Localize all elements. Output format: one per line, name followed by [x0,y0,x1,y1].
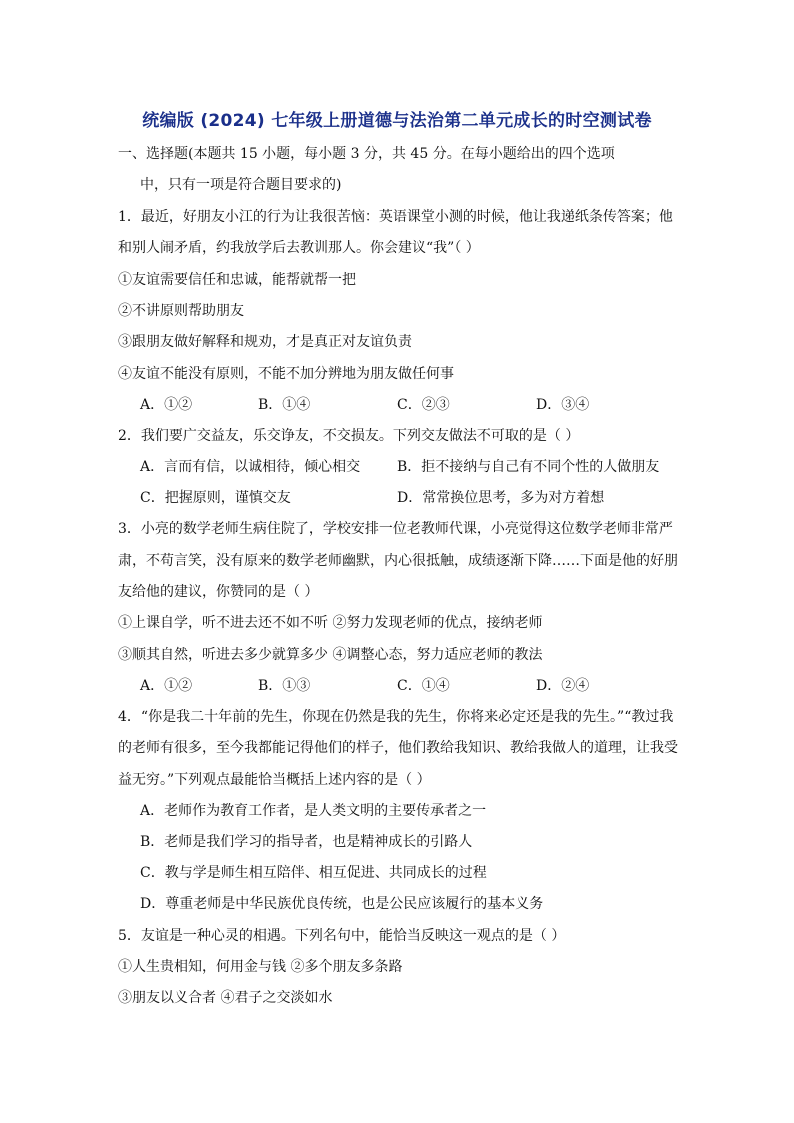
q3-stem-line3: 友给他的建议，你赞同的是（ ） [118,584,319,600]
q1-stem-line2: 和别人闹矛盾，约我放学后去教训那人。你会建议“我”（ ） [118,240,480,256]
q3-option-c[interactable]: C．①④ [397,678,450,694]
q5-items-line2: ③朋友以义合者 ④君子之交淡如水 [118,990,333,1006]
section-heading-line1: 一、选择题(本题共 15 小题，每小题 3 分，共 45 分。在每小题给出的四个选项 [118,146,615,162]
q4-option-d[interactable]: D．尊重老师是中华民族优良传统，也是公民应该履行的基本义务 [140,896,544,912]
exam-title: 统编版 (2024) 七年级上册道德与法治第二单元成长的时空测试卷 [142,111,652,131]
q1-option-c[interactable]: C．②③ [397,397,450,413]
q1-stem-line1: 1．最近，好朋友小江的行为让我很苦恼：英语课堂小测的时候，他让我递纸条传答案；他 [118,209,673,225]
q1-option-a[interactable]: A．①② [140,397,193,413]
q2-option-d[interactable]: D．常常换位思考，多为对方着想 [397,490,605,506]
q1-item-4: ④友谊不能没有原则，不能不加分辨地为朋友做任何事 [118,366,454,382]
q5-items-line1: ①人生贵相知，何用金与钱 ②多个朋友多条路 [118,959,403,975]
q3-option-b[interactable]: B．①③ [258,678,311,694]
q1-item-2: ②不讲原则帮助朋友 [118,303,244,319]
q3-items-line2: ③顺其自然，听进去多少就算多少 ④调整心态，努力适应老师的教法 [118,647,543,663]
q1-option-d[interactable]: D．③④ [536,397,590,413]
q4-stem-line2: 的老师有很多，至今我都能记得他们的样子，他们教给我知识、教给我做人的道理，让我受 [118,740,678,756]
q4-option-b[interactable]: B．老师是我们学习的指导者，也是精神成长的引路人 [140,834,473,850]
q2-stem: 2．我们要广交益友，乐交诤友，不交损友。下列交友做法不可取的是（ ） [118,428,580,444]
q5-stem: 5．友谊是一种心灵的相遇。下列名句中，能恰当反映这一观点的是（ ） [118,928,566,944]
q1-item-1: ①友谊需要信任和忠诚，能帮就帮一把 [118,272,356,288]
q2-option-c[interactable]: C．把握原则，谨慎交友 [140,490,291,506]
q3-stem-line1: 3．小亮的数学老师生病住院了，学校安排一位老教师代课，小亮觉得这位数学老师非常严 [118,521,673,537]
q2-option-b[interactable]: B．拒不接纳与自己有不同个性的人做朋友 [397,459,660,475]
section-heading-line2: 中，只有一项是符合题目要求的) [140,177,342,193]
q3-stem-line2: 肃，不苟言笑，没有原来的数学老师幽默，内心很抵触，成绩逐渐下降……下面是他的好朋 [118,553,678,569]
q3-items-line1: ①上课自学，听不进去还不如不听 ②努力发现老师的优点，接纳老师 [118,615,543,631]
q3-option-a[interactable]: A．①② [140,678,193,694]
q4-option-c[interactable]: C．教与学是师生相互陪伴、相互促进、共同成长的过程 [140,865,487,881]
q4-stem-line1: 4．“你是我二十年前的先生，你现在仍然是我的先生，你将来必定还是我的先生。”“教过我 [118,709,674,725]
q1-item-3: ③跟朋友做好解释和规劝，才是真正对友谊负责 [118,334,412,350]
q4-stem-line3: 益无穷。”下列观点最能恰当概括上述内容的是（ ） [118,772,431,788]
q3-option-d[interactable]: D．②④ [536,678,590,694]
q4-option-a[interactable]: A．老师作为教育工作者，是人类文明的主要传承者之一 [140,803,487,819]
q2-option-a[interactable]: A．言而有信，以诚相待，倾心相交 [140,459,361,475]
q1-option-b[interactable]: B．①④ [258,397,311,413]
